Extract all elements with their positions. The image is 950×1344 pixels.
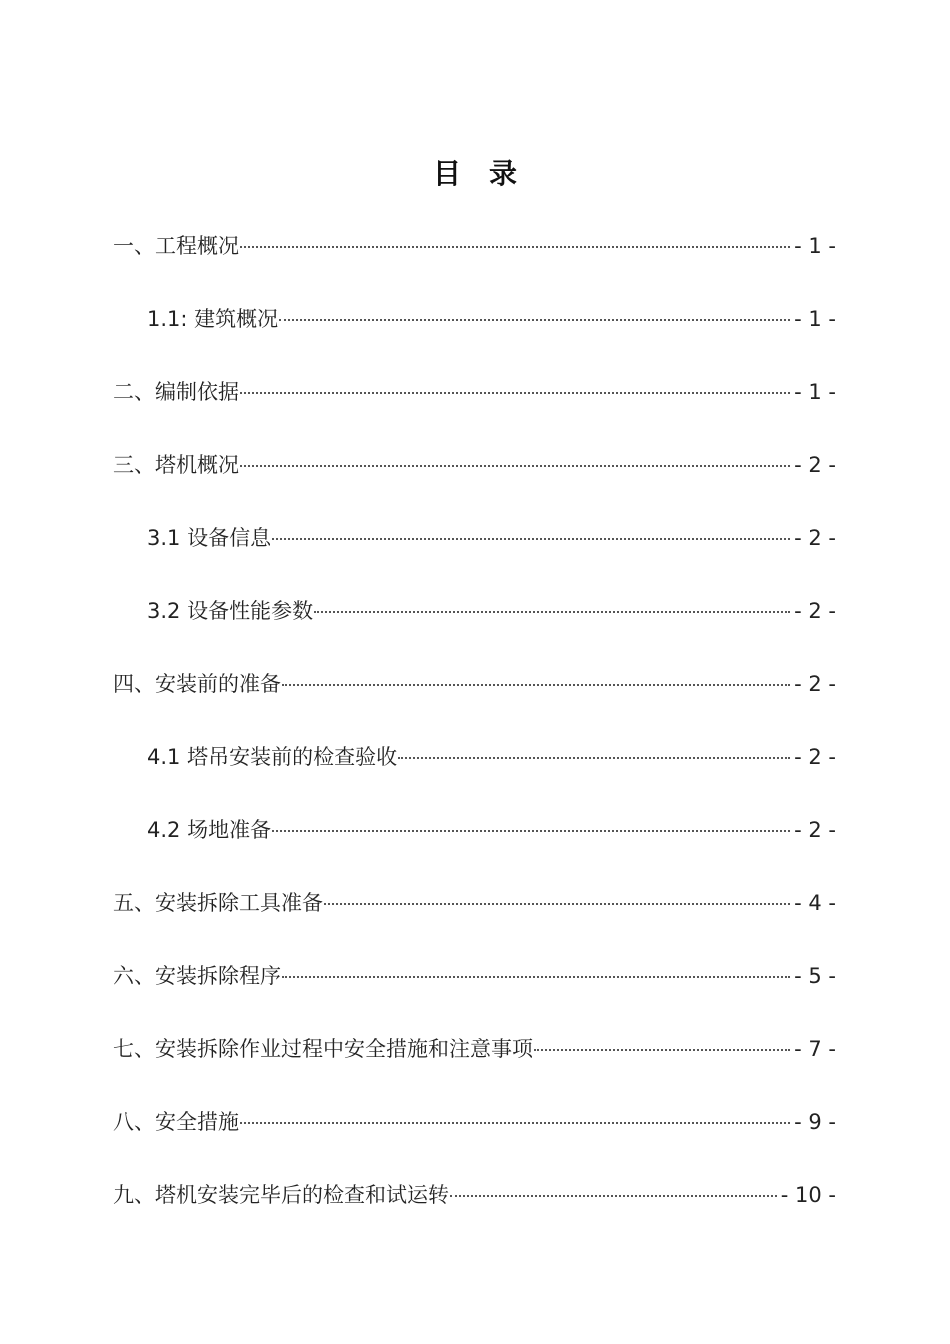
toc-entry[interactable] (113, 1031, 836, 1104)
toc-dot-leader (240, 246, 790, 248)
toc-dot-leader (279, 319, 790, 321)
toc-entry-text: 二、编制依据 (113, 380, 239, 404)
toc-page-number: - 9 - (794, 1110, 836, 1134)
toc-dot-leader (324, 903, 790, 905)
toc-dot-leader (450, 1195, 777, 1197)
toc-page-number: - 2 - (794, 818, 836, 842)
toc-dot-leader (282, 976, 790, 978)
toc-entry-text: 3.1 设备信息 (147, 526, 272, 550)
toc-dot-leader (272, 830, 790, 832)
toc-entry[interactable] (113, 958, 836, 1031)
toc-entry-text: 五、安装拆除工具准备 (113, 891, 323, 915)
toc-page-number: - 7 - (794, 1037, 836, 1061)
toc-entry-text: 一、工程概况 (113, 234, 239, 258)
toc-list (113, 228, 836, 1250)
toc-dot-leader (272, 538, 790, 540)
toc-dot-leader (534, 1049, 790, 1051)
toc-entry[interactable] (113, 885, 836, 958)
toc-entry[interactable] (113, 666, 836, 739)
toc-page-number: - 4 - (794, 891, 836, 915)
toc-entry-text: 四、安装前的准备 (113, 672, 281, 696)
toc-entry[interactable] (113, 739, 836, 812)
toc-entry[interactable] (113, 593, 836, 666)
toc-page-number: - 2 - (794, 599, 836, 623)
toc-entry[interactable] (113, 1177, 836, 1250)
toc-page-number: - 2 - (794, 453, 836, 477)
toc-page-number: - 2 - (794, 745, 836, 769)
toc-entry[interactable] (113, 520, 836, 593)
toc-dot-leader (240, 1122, 790, 1124)
toc-page-number: - 1 - (794, 234, 836, 258)
toc-entry[interactable] (113, 301, 836, 374)
toc-page-number: - 2 - (794, 526, 836, 550)
toc-title: 目 录 (432, 157, 517, 190)
toc-dot-leader (398, 757, 790, 759)
toc-entry-text: 六、安装拆除程序 (113, 964, 281, 988)
toc-page-number: - 10 - (780, 1183, 836, 1207)
toc-entry[interactable] (113, 374, 836, 447)
toc-entry[interactable] (113, 447, 836, 520)
toc-entry[interactable] (113, 228, 836, 301)
toc-page-number: - 1 - (794, 307, 836, 331)
toc-page-number: - 2 - (794, 672, 836, 696)
toc-dot-leader (240, 392, 790, 394)
toc-entry-text: 4.2 场地准备 (147, 818, 272, 842)
toc-page-number: - 1 - (794, 380, 836, 404)
toc-entry-text: 九、塔机安装完毕后的检查和试运转 (113, 1183, 449, 1207)
toc-dot-leader (240, 465, 790, 467)
toc-dot-leader (314, 611, 790, 613)
toc-entry-text: 三、塔机概况 (113, 453, 239, 477)
toc-entry[interactable] (113, 1104, 836, 1177)
toc-entry-text: 4.1 塔吊安装前的检查验收 (147, 745, 398, 769)
toc-entry-text: 八、安全措施 (113, 1110, 239, 1134)
toc-entry[interactable] (113, 812, 836, 885)
toc-dot-leader (282, 684, 790, 686)
toc-entry-text: 七、安装拆除作业过程中安全措施和注意事项 (113, 1037, 533, 1061)
toc-entry-text: 3.2 设备性能参数 (147, 599, 314, 623)
toc-page-number: - 5 - (794, 964, 836, 988)
toc-entry-text: 1.1: 建筑概况 (147, 307, 279, 331)
